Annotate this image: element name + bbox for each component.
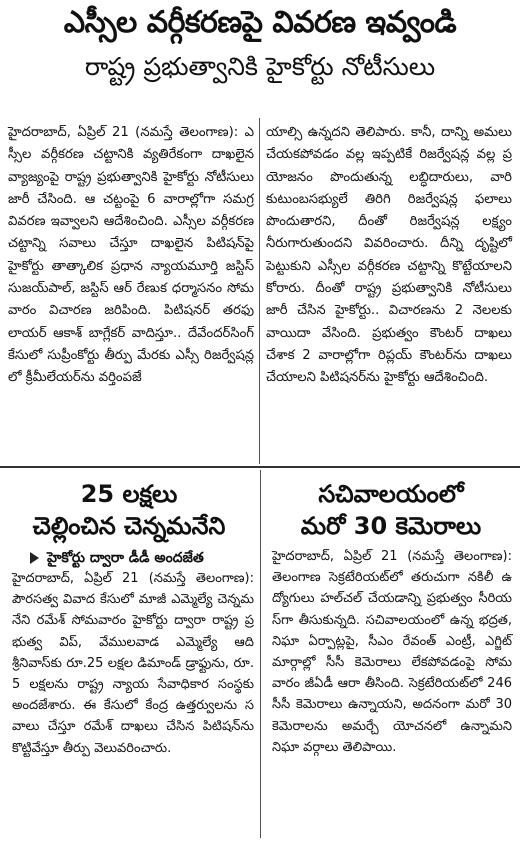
main-article-text-left: హైదరాబాద్, ఏప్రిల్ 21 (నమస్తే తెలంగాణ): ఎస్సీల వర్గీకరణ చట్టానికి వ్యతిరేకంగా దాఖలైన వ్యాజ్యంపై రాష్ట్ర ప్రభుత్వానికి హైకోర్టు నోటీసులు జారీ చేసింది. ఆ చట్టంపై 6 వారాల్లోగా సమగ్ర వివరణ ఇవ్వాలని ఆదేశించింది. ఎస్సీల వర్గీకరణ చట్టాన్ని సవాలు చేస్తూ దాఖలైన పిటిషన్‌పై హైకోర్టు తాత్కాలిక ప్రధాన న్యాయమూర్తి జస్టిస్ సుజయ్‌పాల్, జస్టిస్ ఆర్ రేణుక ధర్మాసనం సోమవారం విచారణ జరిపింది. పిటిషనర్ తరఫు లాయర్ ఆకాశ్ బాగ్లేకర్ వాదిస్తూ.. దేవేందర్‌సింగ్ కేసులో సుప్రీంకోర్టు తీర్పు మేరకు ఎస్సీ రిజర్వేషన్లలో క్రీమీలేయర్‌ను వర్తింపజే xyxy=(8,125,254,386)
left-article-body xyxy=(12,568,254,759)
main-article-column-left xyxy=(8,122,254,390)
main-article-column-right xyxy=(266,122,512,390)
right-article-text: హైదరాబాద్, ఏప్రిల్ 21 (నమస్తే తెలంగాణ): తెలంగాణ సెక్రటేరియట్‌లో తరుచుగా నకిలీ ఉద్యోగులు హల్‌చల్ చేయడాన్ని ప్రభుత్వం సీరియస్‌గా తీసుకున్నది. సచివాలయంలో ఉన్న భద్రత, నిఘా ఏర్పాట్లపై, సీఎం రేవంత్ ఎంట్రీ, ఎగ్జిట్ మార్గాల్లో సీసీ కెమెరాలు లేకపోవడంపై సోమవారం జీఏడీ ఆరా తీసింది. సెక్రటేరియట్‌లో 246 సీసీ కెమెరాలు ఉన్నాయని, అదనంగా మరో 30 కెమెరాలను అమర్చే యోచనలో ఉన్నామని నిఘా వర్గాలు తెలిపాయి. xyxy=(272,549,512,755)
left-article-headline-line1: 25 లక్షలు xyxy=(80,480,178,508)
main-article-text-right: యాల్సి ఉన్నదని తెలిపారు. కానీ, దాన్ని అమలు చేయకపోవడం వల్ల ఇప్పటికే రిజర్వేషన్ల వల్ల ప్రయోజనం పొందుతున్న లబ్ధిదారులు, వారి కుటుంబసభ్యులే తిరిగి రిజర్వేషన్ల ఫలాలు పొందుతారని, దీంతో రిజర్వేషన్ల లక్ష్యం నీరుగారుతుందని వివరించారు. దీన్ని దృష్టిలో పెట్టుకుని ఎస్సీల వర్గీకరణ చట్టాన్ని కొట్టేయాలని కోరారు. దీంతో రాష్ట్ర ప్రభుత్వానికి నోటీసులు జారీ చేసిన హైకోర్టు.. విచారణను 2 నెలలకు వాయిదా వేసింది. ప్రభుత్వం కౌంటర్ దాఖలు చేశాక 2 వారాల్లోగా రిప్లయ్ కౌంటర్‌ను దాఖలు చేయాలని పిటిషనర్‌ను హైకోర్టు ఆదేశించింది. xyxy=(266,125,512,386)
section-divider xyxy=(0,466,520,468)
left-article-kicker-text: హైకోర్టు ద్వారా డీడీ అందజేత xyxy=(47,550,204,566)
right-article-body xyxy=(272,546,512,758)
left-article-kicker xyxy=(30,548,258,568)
bottom-column-divider xyxy=(260,470,261,838)
main-headline: ఎస్సీల వర్గీకరణపై వివరణ ఇవ్వండి xyxy=(63,5,457,40)
left-article-headline-line2: చెల్లించిన చెన్నమనేని xyxy=(32,512,226,540)
right-article-headline-line1: సచివాలయంలో xyxy=(318,480,464,508)
main-subheadline: రాష్ట్ర ప్రభుత్వానికి హైకోర్టు నోటీసులు xyxy=(84,52,436,81)
column-divider xyxy=(259,118,260,464)
right-article-headline-line2: మరో 30 కెమెరాలు xyxy=(300,512,482,540)
left-article-text: హైదరాబాద్, ఏప్రిల్ 21 (నమస్తే తెలంగాణ): పౌరసత్వ వివాద కేసులో మాజీ ఎమ్మెల్యే చెన్నమనేని రమేశ్ సోమవారం హైకోర్టు ద్వారా రాష్ట్ర ప్రభుత్వ విప్, వేములవాడ ఎమ్మెల్యే ఆది శ్రీనివాస్‌కు రూ.25 లక్షల డిమాండ్ డ్రాఫ్టును, రూ.5 లక్షలను రాష్ట్ర న్యాయ సేవాధికార సంస్థకు అందజేశారు. ఈ కేసులో కేంద్ర ఉత్తర్వులను సవాలు చేస్తూ రమేశ్ దాఖలు చేసిన పిటిషన్‌ను కొట్టివేస్తూ తీర్పు వెలువరించారు. xyxy=(12,571,254,756)
triangle-bullet-icon xyxy=(30,552,39,564)
